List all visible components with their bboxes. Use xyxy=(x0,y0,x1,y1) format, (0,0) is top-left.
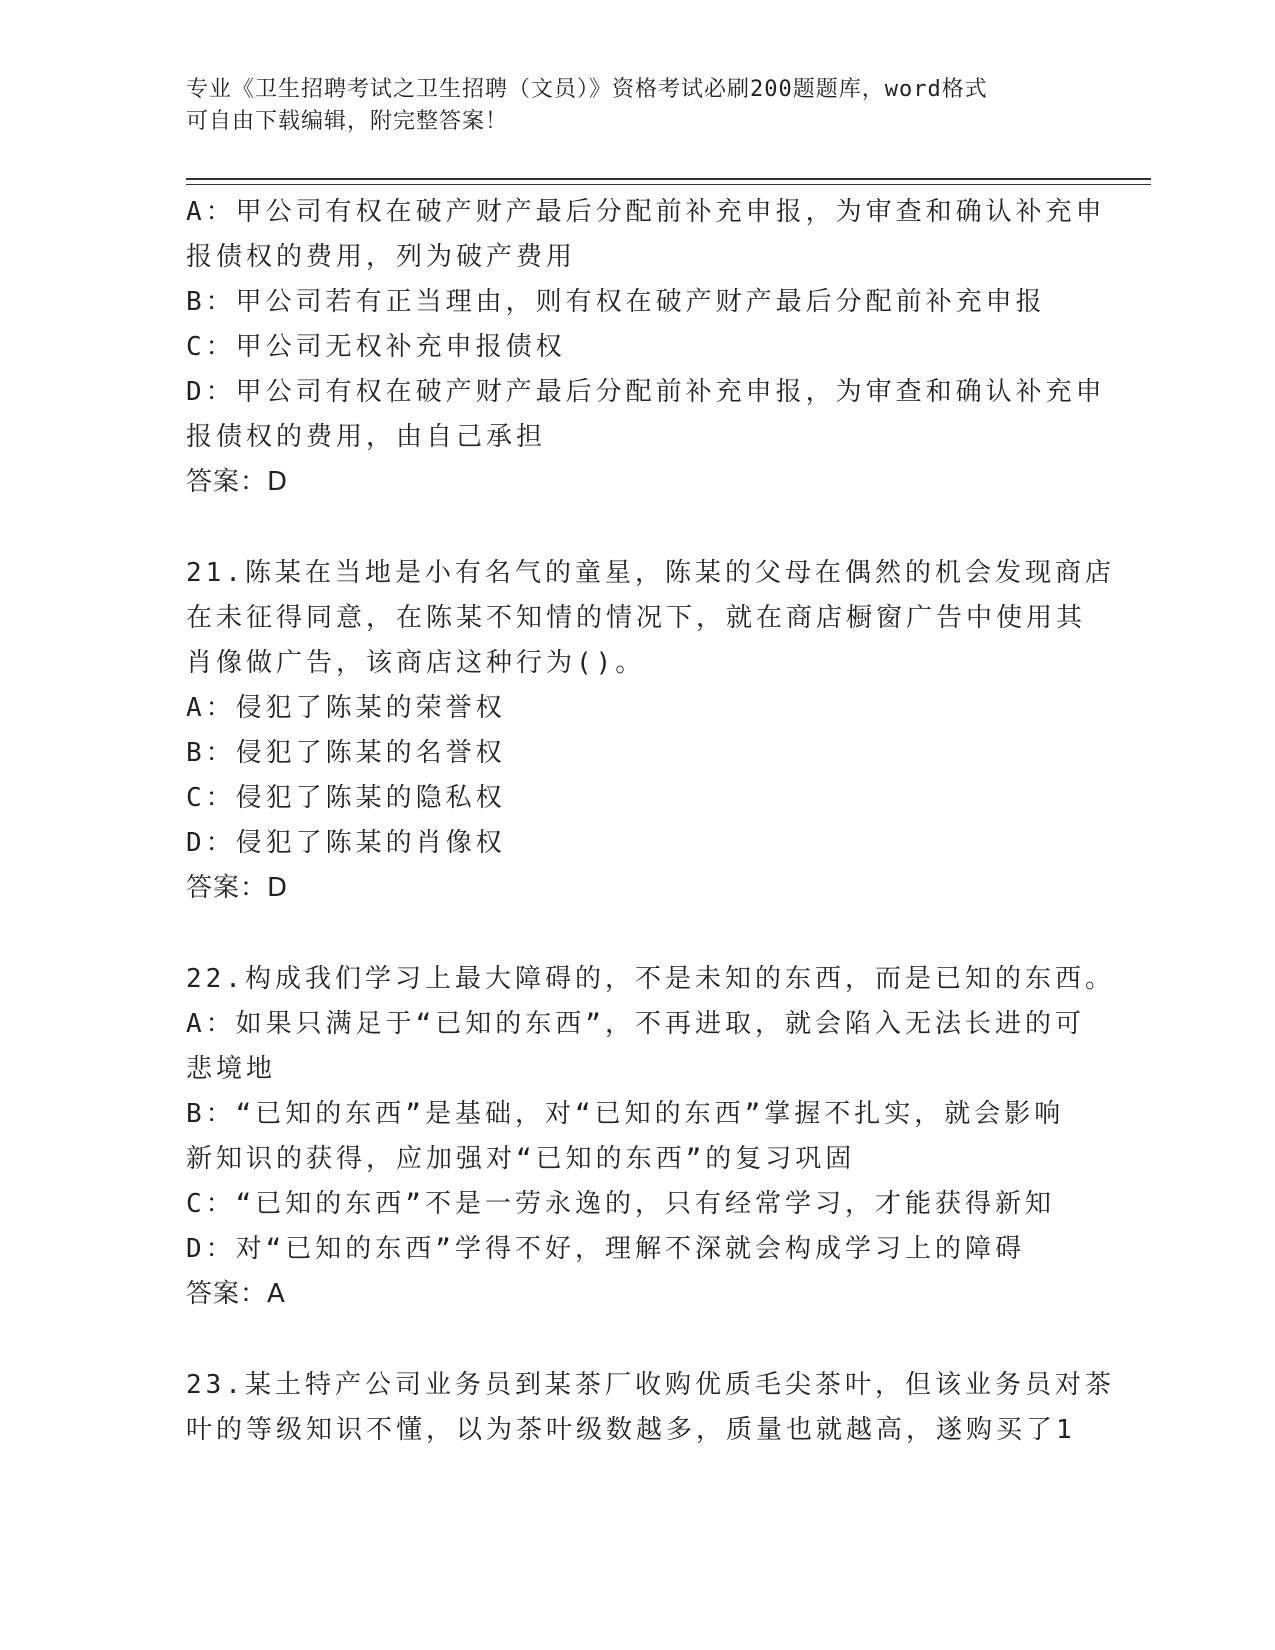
question-21-block xyxy=(186,551,1115,911)
header-divider-thin xyxy=(186,184,1151,185)
document-header xyxy=(186,74,1066,138)
question-stem-line-1: 23.某土特产公司业务员到某茶厂收购优质毛尖茶叶，但该业务员对茶 xyxy=(186,1370,1115,1400)
header-divider-thick xyxy=(186,178,1151,180)
question-22-block xyxy=(186,957,1115,1317)
spacer xyxy=(186,911,1086,957)
question-stem-line-2: 叶的等级知识不懂，以为茶叶级数越多，质量也就越高，遂购买了1 xyxy=(186,1415,1076,1445)
answer-line: 答案：D xyxy=(186,873,289,903)
option-a: A：侵犯了陈某的荣誉权 xyxy=(186,693,506,723)
document-body xyxy=(186,190,1115,1453)
option-d: D：侵犯了陈某的肖像权 xyxy=(186,828,506,858)
option-d: D：对“已知的东西”学得不好，理解不深就会构成学习上的障碍 xyxy=(186,1234,1025,1264)
option-c: C：“已知的东西”不是一劳永逸的，只有经常学习，才能获得新知 xyxy=(186,1189,1055,1219)
option-a-line-2: 报债权的费用，列为破产费用 xyxy=(186,242,577,272)
answer-line: 答案：A xyxy=(186,1279,286,1309)
option-b: B：甲公司若有正当理由，则有权在破产财产最后分配前补充申报 xyxy=(186,287,1046,317)
option-d-line-1: D：甲公司有权在破产财产最后分配前补充申报，为审查和确认补充申 xyxy=(186,377,1106,407)
option-a-line-1: A：如果只满足于“已知的东西”，不再进取，就会陷入无法长进的可 xyxy=(186,1009,1085,1039)
option-b-line-2: 新知识的获得，应加强对“已知的东西”的复习巩固 xyxy=(186,1144,856,1174)
question-stem-line-1: 22.构成我们学习上最大障碍的，不是未知的东西，而是已知的东西。 xyxy=(186,964,1115,994)
question-stem-line-3: 肖像做广告，该商店这种行为()。 xyxy=(186,648,646,678)
spacer xyxy=(186,1317,1086,1363)
spacer xyxy=(186,505,1086,551)
header-line-1: 专业《卫生招聘考试之卫生招聘（文员）》资格考试必刷200题题库，word格式 xyxy=(186,77,988,102)
question-20-block xyxy=(186,190,1106,505)
option-b: B：侵犯了陈某的名誉权 xyxy=(186,738,506,768)
answer-line: 答案：D xyxy=(186,467,289,497)
question-stem-line-2: 在未征得同意，在陈某不知情的情况下，就在商店橱窗广告中使用其 xyxy=(186,603,1087,633)
question-stem-line-1: 21.陈某在当地是小有名气的童星，陈某的父母在偶然的机会发现商店 xyxy=(186,558,1115,588)
option-a-line-2: 悲境地 xyxy=(186,1054,277,1084)
header-line-2: 可自由下载编辑，附完整答案！ xyxy=(186,109,509,134)
option-a-line-1: A：甲公司有权在破产财产最后分配前补充申报，为审查和确认补充申 xyxy=(186,197,1106,227)
option-d-line-2: 报债权的费用，由自己承担 xyxy=(186,422,547,452)
question-23-block xyxy=(186,1363,1115,1453)
option-c: C：甲公司无权补充申报债权 xyxy=(186,332,566,362)
option-c: C：侵犯了陈某的隐私权 xyxy=(186,783,506,813)
option-b-line-1: B：“已知的东西”是基础，对“已知的东西”掌握不扎实，就会影响 xyxy=(186,1099,1065,1129)
